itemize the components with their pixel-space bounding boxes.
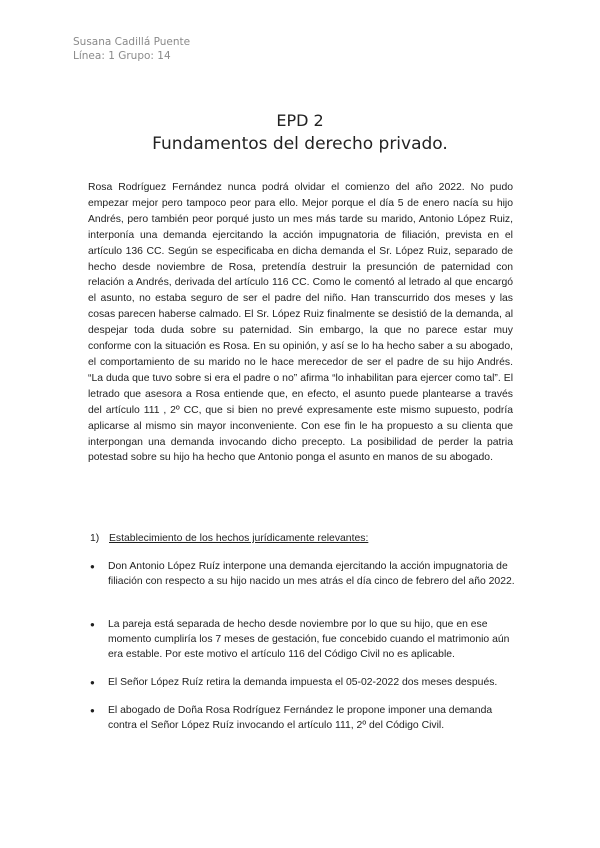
case-paragraph: Rosa Rodríguez Fernández nunca podrá olvidar el comienzo del año 2022. No pudo empezar mejor pero tampoco peor para ello. Mejor porque el día 5 de enero nacía su hijo Andrés, pero también peor porqué justo un mes más tarde su marido, Antonio López Ruiz, interponía una demanda ejercitando la acción impugnatoria de filiación, prevista en el artículo 136 CC. Según se especificaba en dicha demanda el Sr. López Ruiz, separado de hecho desde noviembre de Rosa, pretendía destruir la presunción de paternidad con relación a Andrés, derivada del artículo 116 CC. Como le comentó al letrado al que encargó el asunto, no estaba seguro de ser el padre del niño. Han transcurrido dos meses y las cosas parecen haberse calmado. El Sr. López Ruiz finalmente se desistió de la demanda, al despejar toda duda sobre su paternidad. Sin embargo, la que no parece estar muy conforme con la situación es Rosa. En su opinión, y así se lo ha hecho saber a su abogado, el comportamiento de su marido no le hace merecedor de ser el padre de su hijo Andrés. “La duda que tuvo sobre si era el padre o no” afirma “lo inhabilitan para ejercer como tal”. El letrado que asesora a Rosa entiende que, en efecto, el asunto puede plantearse a través del artículo 111 , 2º CC, que si bien no prevé expresamente este mismo supuesto, podría aplicarse al mismo sin mayor inconveniente. Con ese fin le ha propuesto a su clienta que interpongan una demanda invocando dicho precepto. La posibilidad de perder la patria potestad sobre su hijo ha hecho que Antonio ponga el asunto en manos de su abogado. — [88, 182, 513, 464]
bullet-icon: ● — [90, 620, 95, 629]
title-block — [0, 110, 600, 156]
list-item — [90, 617, 520, 662]
facts-section — [90, 531, 520, 731]
document-header — [73, 35, 190, 63]
bullet-icon: ● — [90, 678, 95, 687]
fact-text: El abogado de Doña Rosa Rodríguez Fernández le propone imponer una demanda contra el Señor López Ruíz invocando el artículo 111, 2º del Código Civil. — [108, 705, 493, 731]
document-title: EPD 2 — [276, 111, 324, 130]
section-number: 1) — [90, 533, 100, 544]
author-name: Susana Cadillá Puente — [73, 36, 191, 48]
fact-text: Don Antonio López Ruíz interpone una demanda ejercitando la acción impugnatoria de filiación con respecto a su hijo nacido un mes atrás el día cinco de febrero del año 2022. — [108, 561, 515, 587]
section-heading-text: Establecimiento de los hechos jurídicamente relevantes: — [109, 533, 369, 544]
bullet-icon: ● — [90, 706, 95, 715]
fact-text: La pareja está separada de hecho desde noviembre por lo que su hijo, que en ese momento cumpliría los 7 meses de gestación, fue concebido cuando el matrimonio aún era estable. Por este motivo el artículo 116 del Código Civil no es aplicable. — [108, 619, 510, 660]
fact-text: El Señor López Ruíz retira la demanda impuesta el 05-02-2022 dos meses después. — [108, 677, 498, 688]
list-item — [90, 675, 520, 690]
group-line: Línea: 1 Grupo: 14 — [73, 50, 171, 62]
document-subtitle: Fundamentos del derecho privado. — [152, 134, 448, 154]
list-item — [90, 559, 520, 589]
list-item — [90, 703, 520, 733]
bullet-icon: ● — [90, 562, 95, 571]
section-heading — [90, 531, 520, 546]
